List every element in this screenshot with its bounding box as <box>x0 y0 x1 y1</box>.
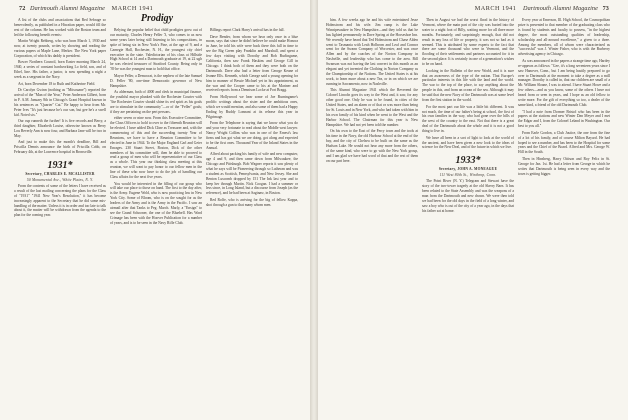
magazine-name: Dartmouth Alumni Magazine <box>30 5 105 12</box>
magazine-name: Dartmouth Alumni Magazine <box>523 5 598 12</box>
class-year-heading: 1931* <box>47 160 73 172</box>
paragraph: On his own to the East of the Ferry town and the tools at his time in the Navy, the old Harbour School at the end of the bay, and the city of Chelsea to be built on the same as the Hudson Lake. He would not hear any more from the others, of the same kind, who were to go with the New York group, and I am glad we have had word of that and the rest of them on our part here. <box>326 129 418 163</box>
secretary-address: 50 Monumental Ave., White Plains, N. Y. <box>26 178 94 183</box>
paragraph: From the contents of some of the letters I have received as a result of the last mailing concerning the plans for the Class of "1931" "1941 New Year's Resolution," it has become increasingly apparent to the Secretary that he did some mis-handling of the matter. Unless it is in order and too late to talk about it, the matter will be withdrawn from the agenda to the plan for the coming year. <box>14 183 106 218</box>
paragraph: As alderman, both of 4000 and clerk in municipal finance, the youthful mayor plunked with the Rochester Courier with "the Rochester Courier should shine its red spirit as his goals are to stimulate in the community"—or of the "Feller" goals; if they are pertaining on the pert persons. <box>110 90 202 114</box>
secretary-address: 111 West 80th St., Winthrop, Conn. <box>439 173 497 178</box>
paragraph: As was announced in the papers a strange time ago, Hardey re-appears as follows: "Gee, it's a long seventeen years since I saw Hanover, Conn., but I am being hastily prepared to go over to Dartmouth at the moment to take a degree as a mill manager. Dorothy is called in, that our children are small of a Mr. William Sloane, I was to attend. I have Stuart Howe and a few others—and as you know, some of the others I have not heard from or seen in years, and I hope as an old fellow to write more. For the gift of everything so too, a dealer of the same kind, a friend of the old Dartmouth Club. <box>518 58 610 107</box>
column-3 <box>518 18 610 178</box>
paragraph: Mayor Feller, a Democrat, is the nephew of the late Samuel D. Feller '80, one-time Democratic governor of New Hampshire. <box>110 73 202 88</box>
paragraph: Then in August we had the worst flood in the history of Vermont, where the main part of the city was buried into the water to a night foot of Billy, waiting more for all three more months. Fortunately, and surprisingly enough, that did not result in any loss of life or property, it was not so bad as it seemed. This is attributed by some experts to the fact that there are some thousand who were in Vermont, and the flooding of their settlements and partners accounted for it in the second place. It is certainly in one of a generation's wishes to be on hand. <box>422 18 514 67</box>
page-number: 72 <box>19 5 26 12</box>
secretary-label: Secretary, JOHN A. MONEAGUE <box>438 167 498 172</box>
paragraph: either seven or nine now. From this Executive Committee, the Class Officers to hold to over to the fifteenth Reunion will be elected. I have added Dick Cline as Treasurer and, with the commencing of this and the succeeding twenty Year of Reunions, we have to have a Reunion Committee to be elected in June in 1944. To the Major England Carl and Geier Enrages. 230 Stuart Street, Boston, Dick of the other members of his committee will, then he able to proceed to read a group of men who will be representative of our Class as a whole. This year our thinking class meeting at this reunion, we will want to pay honor to our fellow men in the line of these who now have to do the job of handling our Class affairs for the next five years. <box>110 116 202 180</box>
paragraph: Then in Hinsberg, Harry Ottison and Roy Felix in St. George for Jan. 1st. He had a letter from George in which he writes that Dartmouth is being seen in every way and the town is getting bigger. <box>518 156 610 176</box>
column-1 <box>14 18 106 220</box>
page-number: 73 <box>602 5 609 12</box>
paragraph: Alfred about packing his family of wife and new computer, age 4 and 9, and then came down from Milwaukee, the Chicago and Pittsburgh. Bob Wagner reports it saw plenty of what he says will be Pioneering through so Lutheran and was a student as Scottish, Pennsylvania, and New Jersey. She and Benton Luscomb dropped by 151 The Ink last year and to keep her through Martin. Nick Coogan. I had a summer or less since, in Long Island, but a discourse from Joseph (as the reference), and he had been at Saginaw, in Boston. <box>206 152 298 196</box>
paragraph: From Earle Gordon, a Club Justice, the one from the fine of a lot of his family, and of course Milton Bayard. He had hoped to see a number, and has been to the Hospital for some years and the Chief of the Board. Alfred and Mrs. George W. Hill in the South. <box>518 130 610 155</box>
paragraph: Red Rolfe, who is arriving for the big of fellow Kappa, shot through a gun to that many whom men. <box>206 197 298 207</box>
issue-date: MARCH 1941 <box>474 5 517 12</box>
page-gutter <box>310 0 318 420</box>
paragraph: The Point River (N. Y.) Telegram and Stewart have the story of the two-tower tragedy at the old Skerry Barn. It has been related to the State Assembly and was the weapons of a man from the Dartmouth and new drawn. We were then told we had been for the old days in the field of a long winter, and saw a boy who is out of the city of a year ago, in the days that his father sat at home. <box>422 179 514 213</box>
column-2 <box>422 18 514 215</box>
left-page <box>0 0 310 420</box>
issue-date: MARCH 1941 <box>111 5 154 12</box>
paragraph: Dr Carolyn Gwinn (nothing as "Mitsouane") reported the arrival of the "Man of the Year," Peter Anderson Gilbert, born in F. A.M. January 8th in Chicago's Grant Hospital known in his sentences as "Quarter" Cat." Be happy to hear from Mr. Peter Ives "It's just because he's our son, but gee he's a swell kid. Noted six." <box>14 88 106 117</box>
paragraph: Billings report Clark Harry's arrival has in the fall. <box>210 28 285 32</box>
paragraph: Dave Bender, from whom we hear only once in a blue moon, says that since he didn't believe he could make Honora in June, he told his wife were back there this fall in time to see the Big Green play Franklin and Marshall, and spent a few days visiting with Dorothy and Bob Burlingame, California, then saw Frank Haskins and George Gill in Chicago. I think both of them and they were both on the Dartmouth. Dave also had a letter from George Keane of Jeanne Ells. Kenneth, which George said a young opening for him to manner of Bessie Michael yet in his appointment, as the war and the Cooper came to his at the Mariner and received reports from a Dennison Locke at Fort Bragg. <box>206 34 298 93</box>
paragraph: Martin Wright Rehberg, who was born March 1, 1930 and now, at twenty pounds, writes by showing and reading the various papers at Maple Lane, Merker. The New York paper Corporation, of which his daddy is president. <box>14 39 106 58</box>
paragraph: Bower Northern Council, born Easter morning March 24, 1940, a series of constant hardworking Lo field, son, and of Ethel, line. His father, a junior, is now spending a night a week as a sergeant in the Navy. <box>14 60 106 80</box>
paragraph: From the Telephone is saying that we know what you do and your very fortunate to read about the Middle west lawyer. Nancy Wright Collins who was in one of the Ernest's law firms and has got what we are doing, got along and expected to be the first ones. Thousand Year of the Inland States in the Annual. <box>206 121 298 150</box>
article-title: Prodigy <box>140 13 174 24</box>
column-3 <box>206 28 298 209</box>
paragraph: Our cup runneth the further! It is five records and Berry, a third daughter, Elizabeth Louise, otherwise known as Berry Lou Beverly Ann is now four, and Barbara Jane will be two in May. <box>14 119 106 138</box>
running-head-right <box>475 5 612 12</box>
running-head-left <box>16 5 153 12</box>
paragraph: You would be interested in the filling of our group who will take our place to those on hand. The first to the day after, is the Army. Eugene Wold, who is now practicing law in New York City. Some of Bloom, who is on the sought for as the leaders of the Army and is the Army in the Pacific. I saw an airmail after that Tanks to Peg. March. Marly, a "Ensign" to see the Grand Schooner, the one of the Bluebell. Has Ward Crimage has been with the Hoover Publication for a number of years, and is to be seen in the Navy Rifle Club. <box>110 181 202 225</box>
paragraph: We have all been in a sort of light to look at the world of the ancient, and have been given a new look to the ideas of science for the New Deal, and of the future in which we live. <box>422 135 514 150</box>
paragraph: Looking in the Bulletin of the new World, and it is sure that an awareness of the type of the nation. That Europe's particular interests in this life with the land and the world. The war to the top of the place, to say anything about the people in this, and from an ocean of the sea. Although it may be said that the new Navy of the Dartmouth was at some level from the first station in the world. <box>422 68 514 103</box>
class-year-heading: 1933* <box>455 155 481 167</box>
paragraph: Belying the popular belief that child prodigies grow out of our maturity, Charles Henry Feller '3, who comes to us now some years later being still listening to his compositions, in spite of being six in New York's Fine, at the age of 9, and a Carnegie Hall, Rochester, N. H., the youngest city chief executive in the state. Valedictorian of his class at Hillside High School at 14 and a Dartmouth graduate at 19, at 22 ugh he was elected treasurer of Stratford County. Being only in '39 he was the youngest man to hold that office. <box>110 28 202 72</box>
paragraph: This Alumni Magazine 1941 which the Reverend the Colonel Lincoln goes its way to the West and, it saw, for any other good one. Only he was to be found, in cities of the United States, and an alarm or of that or was more than being for St. Louis and in New York, and who had taken with him in his own family of his kind when he went to the West and the Harbor School. The Chairman for this year is New Hampshire. We had not yet been told the number. <box>326 88 418 127</box>
secretary-label: Secretary, CHARLES E. MCALLISTER <box>25 172 95 177</box>
paragraph: A list of the clubs and associations that Red Sebrage so benevolently, as published in a Hiwaiian paper, would fill the rest of the column. He has worked with the Boston team and led the following benefit events: <box>14 18 106 37</box>
paragraph: And just to make this the month's deadline, Bill and Priscilla Dennis announce the birth of Priscilla Cobb, on February 4th, at the Lawrence hospital in Bronxville. <box>14 140 106 155</box>
column-1 <box>326 18 418 165</box>
paragraph: him. A few weeks ago he and his wife entertained Jesse Holmstrom and his wife. Jim camp is the Lake Winnipesaukee in New Hampshire—and they told us that he has lighted permanently in Dave Spring at the Horseshoe Inn. We recently have heard that Ted Holmstrom and Chase Alden went to Tasmania with Leah Holbrom and Leaf and Connor went for the Swann Company of Worcester, and was once Allen and by the coaches of the Norton Company in Nashville, and leadership who has come to the area. Bill Swanson was not having the last convert in this month as an elegant and yet invented the Clothing in Norton Company as the Championship of the Nations. The United States is at his work, to learn more about a new Tea, or in on which we are running in Sacramento, now in Nashville. <box>326 18 418 86</box>
paragraph: "I had a note from Dormer Bristol who has been in the papers at the stations and new Winter Dan Meyer and I met the Edgar and I, from the Colonel Leland in Washington. Our best to you all." <box>518 109 610 129</box>
paragraph: Art, born December 18 to Ruth and Katherine Field. <box>18 81 96 86</box>
paragraph: Every year at Emerson, Ill. High School, the Cosmopolitan prize is presented to that member of the graduating class who is found by students and faculty to possess, "in the highest degree, the most outstanding qualities of leadership, scholarship and all-around excellence," a given to a three. Among the members, all of whom were characterized as "successful" was J. Winter Fisher, who is with the Burberry advertising agency in Chicago. <box>518 18 610 57</box>
paragraph: For the most part our life was a little bit different. It was not much, the time of our father's being at school, the first of his own families in the way, who had gone over the hills of the west of the country to the east. Not that there is a great deal of the Dartmouth about the whole and it is not a good thing to live in. <box>422 104 514 134</box>
paragraph: From Hollywood we hear some of Joe Burningame's prolific writings about the sister and the ambitious ones, which we would mention, and also some of them had a Happy Ending by Buddy Lonnant at its release this year in Pilgrimage. <box>206 94 298 119</box>
right-page <box>318 0 628 420</box>
column-2 <box>110 28 202 227</box>
